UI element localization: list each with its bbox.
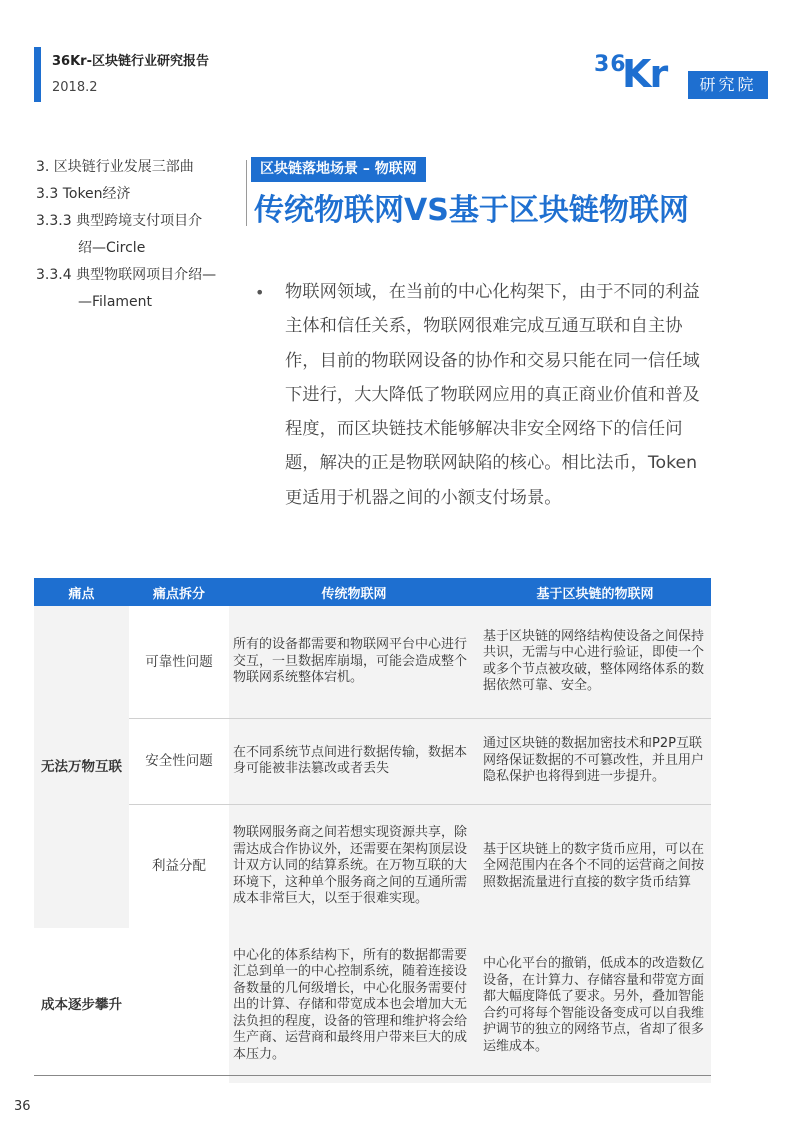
- toc-item[interactable]: 3. 区块链行业发展三部曲: [36, 159, 194, 175]
- table-of-contents: [36, 154, 241, 316]
- body-paragraph: 物联网领域，在当前的中心化构架下，由于不同的利益主体和信任关系，物联网很难完成互通互联和自主协作，目前的物联网设备的协作和交易只能在同一信任域下进行，大大降低了物联网应用的真正商业价值和普及程度，而区块链技术能够解决非安全网络下的信任问题，解决的正是物联网缺陷的核心。相比法币，Token更适用于机器之间的小额支付场景。: [285, 282, 700, 508]
- pain-point-cell: 无法万物互联: [34, 606, 129, 928]
- page-number: 36: [14, 1099, 31, 1114]
- logo-label: 研究院: [688, 71, 768, 99]
- comparison-table-wrapper: [34, 578, 711, 1083]
- toc-item-continuation[interactable]: —Filament: [78, 294, 153, 310]
- table-row: [34, 606, 711, 718]
- toc-divider: [246, 160, 247, 226]
- traditional-cell: 在不同系统节点间进行数据传输，数据本身可能被非法篡改或者丢失: [229, 718, 479, 804]
- logo-number: 36: [594, 52, 627, 77]
- pain-split-cell: 可靠性问题: [129, 606, 229, 718]
- toc-item-continuation[interactable]: 绍—Circle: [78, 240, 146, 256]
- section-tag: 区块链落地场景 – 物联网: [251, 157, 426, 182]
- traditional-cell: 中心化的体系结构下，所有的数据都需要汇总到单一的中心控制系统，随着连接设备数量的几何级增长，中心化服务需要付出的计算、存储和带宽成本也会增加大无法负担的程度，设备的管理和维护将会给生产商、运营商和最终用户带来巨大的成本压力。: [229, 928, 479, 1083]
- header-pain-split: 痛点拆分: [129, 578, 229, 606]
- pain-split-cell: [129, 928, 229, 1083]
- pain-split-cell: 安全性问题: [129, 718, 229, 804]
- section-title: 传统物联网VS基于区块链物联网: [254, 193, 689, 228]
- blockchain-cell: 基于区块链的网络结构使设备之间保持共识，无需与中心进行验证，即使一个或多个节点被攻破，整体网络体系的数据依然可靠、安全。: [479, 606, 711, 718]
- table-row: [34, 928, 711, 1083]
- brand-logo: [594, 50, 770, 100]
- table-header-row: [34, 578, 711, 606]
- toc-item[interactable]: 3.3.3 典型跨境支付项目介: [36, 213, 203, 229]
- header-accent-bar: [34, 47, 41, 102]
- toc-item[interactable]: 3.3 Token经济: [36, 186, 131, 202]
- blockchain-cell: 基于区块链上的数字货币应用，可以在全网范围内在各个不同的运营商之间按照数据流量进行直接的数字货币结算: [479, 804, 711, 928]
- traditional-cell: 所有的设备都需要和物联网平台中心进行交互，一旦数据库崩塌，可能会造成整个物联网系统整体宕机。: [229, 606, 479, 718]
- blockchain-cell: 通过区块链的数据加密技术和P2P互联网络保证数据的不可篡改性，并且用户隐私保护也将得到进一步提升。: [479, 718, 711, 804]
- logo-letters: Kr: [622, 52, 667, 96]
- pain-split-cell: 利益分配: [152, 858, 206, 874]
- traditional-cell: 物联网服务商之间若想实现资源共享，除需达成合作协议外，还需要在架构顶层设计双方认同的结算系统。在万物互联的大环境下，这种单个服务商之间的互通所需成本非常巨大，以至于很难实现。: [229, 804, 479, 928]
- table-row: [34, 718, 711, 804]
- toc-item[interactable]: 3.3.4 典型物联网项目介绍—: [36, 267, 217, 283]
- comparison-table: [34, 578, 711, 1083]
- pain-point-cell: 成本逐步攀升: [34, 928, 129, 1083]
- bullet-marker: •: [255, 283, 265, 302]
- header-pain-point: 痛点: [34, 578, 129, 606]
- header-traditional-iot: 传统物联网: [229, 578, 479, 606]
- report-date: 2018.2: [52, 80, 98, 95]
- table-row: [34, 804, 711, 928]
- table-bottom-rule: [34, 1075, 711, 1076]
- report-title: 36Kr-区块链行业研究报告: [52, 54, 209, 69]
- blockchain-cell: 中心化平台的撤销，低成本的改造数亿设备，在计算力、存储容量和带宽方面都大幅度降低了要求。另外，叠加智能合约可将每个智能设备变成可以自我维护调节的独立的网络节点，省却了很多运维成本。: [479, 928, 711, 1083]
- header-blockchain-iot: 基于区块链的物联网: [479, 578, 711, 606]
